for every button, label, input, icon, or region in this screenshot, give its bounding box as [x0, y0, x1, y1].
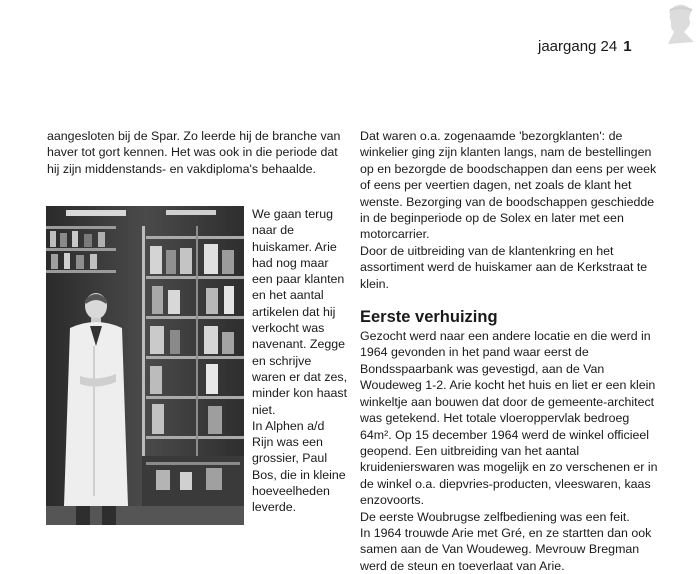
shop-photo: [46, 206, 244, 525]
section-paragraph: Gezocht werd naar een andere locatie en die werd in 1964 gevonden in het pand waar eerst de Bondsspaarbank was gevestigd, aan de Van Woudeweg 1-2. Arie kocht het huis en liet er een klein winkeltje aan bouwen dat door de gemeente-architect was getekend. Het totale vloeroppervlak bedroeg 64m². Op 15 december 1964 werd de winkel officieel geopend. Een uitbreiding van het aantal kruidenierswaren was mogelijk en zo verschenen er in de winkel o.a. diepvries-producten, vleeswaren, kaas enzovoorts.: [360, 329, 658, 508]
photo-side-paragraph: We gaan terug naar de huiskamer. Arie had nog maar een paar klanten en het aantal artikelen dat hij verkocht was navenant. Zegge en schrijve waren er dat zes, minder kon haast niet.: [252, 207, 348, 417]
photo-side-paragraph: In Alphen a/d Rijn was een grossier, Paul Bos, die in kleine hoeveelheden leverde.: [252, 418, 346, 515]
intro-paragraph: aangesloten bij de Spar. Zo leerde hij de branche van haver tot gort kennen. Het was ook in die periode dat hij zijn middenstands- en vakdiploma's behaalde.: [47, 129, 341, 176]
left-column-intro: [47, 128, 347, 177]
kerkstraat-paragraph: Door de uitbreiding van de klantenkring en het assortiment werd de huiskamer aan de Kerkstraat te klein.: [360, 243, 648, 291]
section-heading: Eerste verhuizing: [360, 308, 498, 327]
section-paragraph: De eerste Woubrugse zelfbediening was een feit.: [360, 509, 630, 524]
page-number: 1: [623, 38, 632, 55]
body-paragraph: [360, 128, 660, 292]
silhouette-logo-icon: [662, 2, 698, 46]
section-body: [360, 328, 660, 574]
right-column: [360, 128, 660, 574]
section-paragraph: In 1964 trouwde Arie met Gré, en ze startten dan ook samen aan de Van Woudeweg. Mevrouw Bregman werd de steun en toeverlaat van Arie.: [360, 525, 652, 573]
photo-side-text: [252, 206, 348, 516]
volume-label: jaargang 24: [538, 38, 618, 55]
bezorgklanten-paragraph: Dat waren o.a. zogenaamde 'bezorgklanten': de winkelier ging zijn klanten langs, nam de bestellingen op en bezorgde de boodschappen dan eens per week of eens per veertien dagen, net zoals de klant het wenste. Bezorging van de boodschappen geschiedde in de beginperiode op de Solex en later met een motorcarrier.: [360, 129, 657, 242]
page-header: [538, 38, 632, 55]
